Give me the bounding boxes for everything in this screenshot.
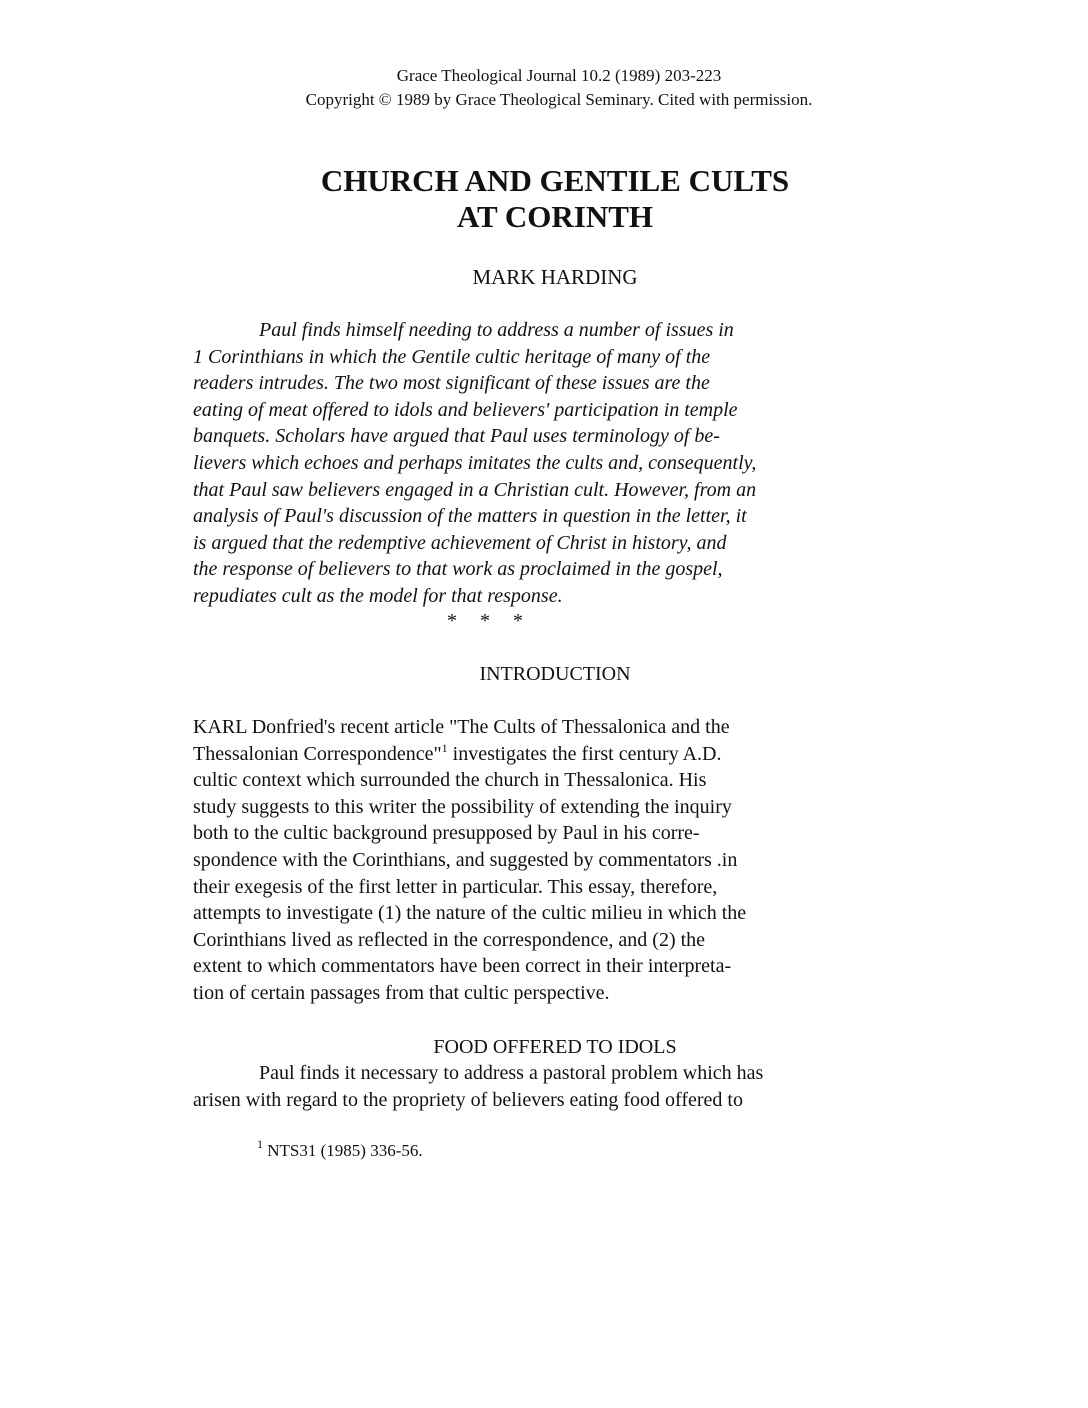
- footnote-text: NTS31 (1985) 336-56.: [263, 1141, 423, 1160]
- body-line: Corinthians lived as reflected in the correspondence, and (2) the: [193, 928, 706, 951]
- body-line-text: Thessalonian Correspondence": [193, 742, 442, 765]
- abstract: [193, 317, 853, 610]
- food-offered-heading: FOOD OFFERED TO IDOLS: [433, 1036, 677, 1058]
- body-line: cultic context which surrounded the church in Thessalonica. His: [193, 769, 707, 792]
- journal-header: [0, 64, 1088, 112]
- body-line: spondence with the Corinthians, and suggested by commentators .in: [193, 848, 738, 871]
- body-line: both to the cultic background presupposed by Paul in his corre-: [193, 822, 700, 845]
- title-line-1: CHURCH AND GENTILE CULTS: [320, 163, 790, 198]
- body-line: tion of certain passages from that cultic perspective.: [193, 981, 610, 1004]
- abstract-line: lievers which echoes and perhaps imitates the cults and, consequently,: [193, 451, 757, 474]
- abstract-line: that Paul saw believers engaged in a Christian cult. However, from an: [193, 478, 757, 501]
- section-separator: * * *: [447, 610, 523, 632]
- abstract-line: banquets. Scholars have argued that Paul uses terminology of be-: [193, 425, 720, 448]
- abstract-line: is argued that the redemptive achievement of Christ in history, and: [193, 531, 727, 554]
- footnote: [257, 1137, 423, 1162]
- body-line: study suggests to this writer the possibility of extending the inquiry: [193, 795, 732, 818]
- introduction-heading: INTRODUCTION: [479, 663, 631, 685]
- footnote-number: 1: [257, 1137, 263, 1151]
- abstract-line: eating of meat offered to idols and believers' participation in temple: [193, 398, 738, 421]
- abstract-line: readers intrudes. The two most significant of these issues are the: [193, 372, 710, 395]
- body-line: their exegesis of the first letter in particular. This essay, therefore,: [193, 875, 718, 898]
- abstract-line: repudiates cult as the model for that response.: [193, 584, 563, 607]
- body-line: [193, 741, 853, 768]
- body-line-text: investigates the first century A.D.: [447, 742, 722, 765]
- footnote-reference[interactable]: 1: [441, 740, 448, 755]
- abstract-line: the response of believers to that work as proclaimed in the gospel,: [193, 558, 723, 581]
- body-line: KARL Donfried's recent article "The Cults of Thessalonica and the: [193, 716, 730, 738]
- abstract-line: 1 Corinthians in which the Gentile cultic heritage of many of the: [193, 345, 711, 368]
- abstract-line: analysis of Paul's discussion of the matters in question in the letter, it: [193, 505, 747, 528]
- author-name: MARK HARDING: [472, 265, 638, 289]
- introduction-body: [193, 714, 853, 1007]
- journal-citation: Grace Theological Journal 10.2 (1989) 203-223: [396, 66, 722, 85]
- title-line-2: AT CORINTH: [456, 199, 654, 234]
- body-line: arisen with regard to the propriety of believers eating food offered to: [193, 1088, 743, 1111]
- abstract-line: Paul finds himself needing to address a number of issues in: [259, 319, 734, 341]
- body-line: Paul finds it necessary to address a pastoral problem which has: [259, 1062, 764, 1084]
- body-line: attempts to investigate (1) the nature of the cultic milieu in which the: [193, 902, 747, 925]
- article-title: [0, 163, 1088, 235]
- food-section-body: [193, 1060, 853, 1113]
- copyright-notice: Copyright © 1989 by Grace Theological Seminary. Cited with permission.: [305, 90, 813, 109]
- body-line: extent to which commentators have been correct in their interpreta-: [193, 955, 732, 978]
